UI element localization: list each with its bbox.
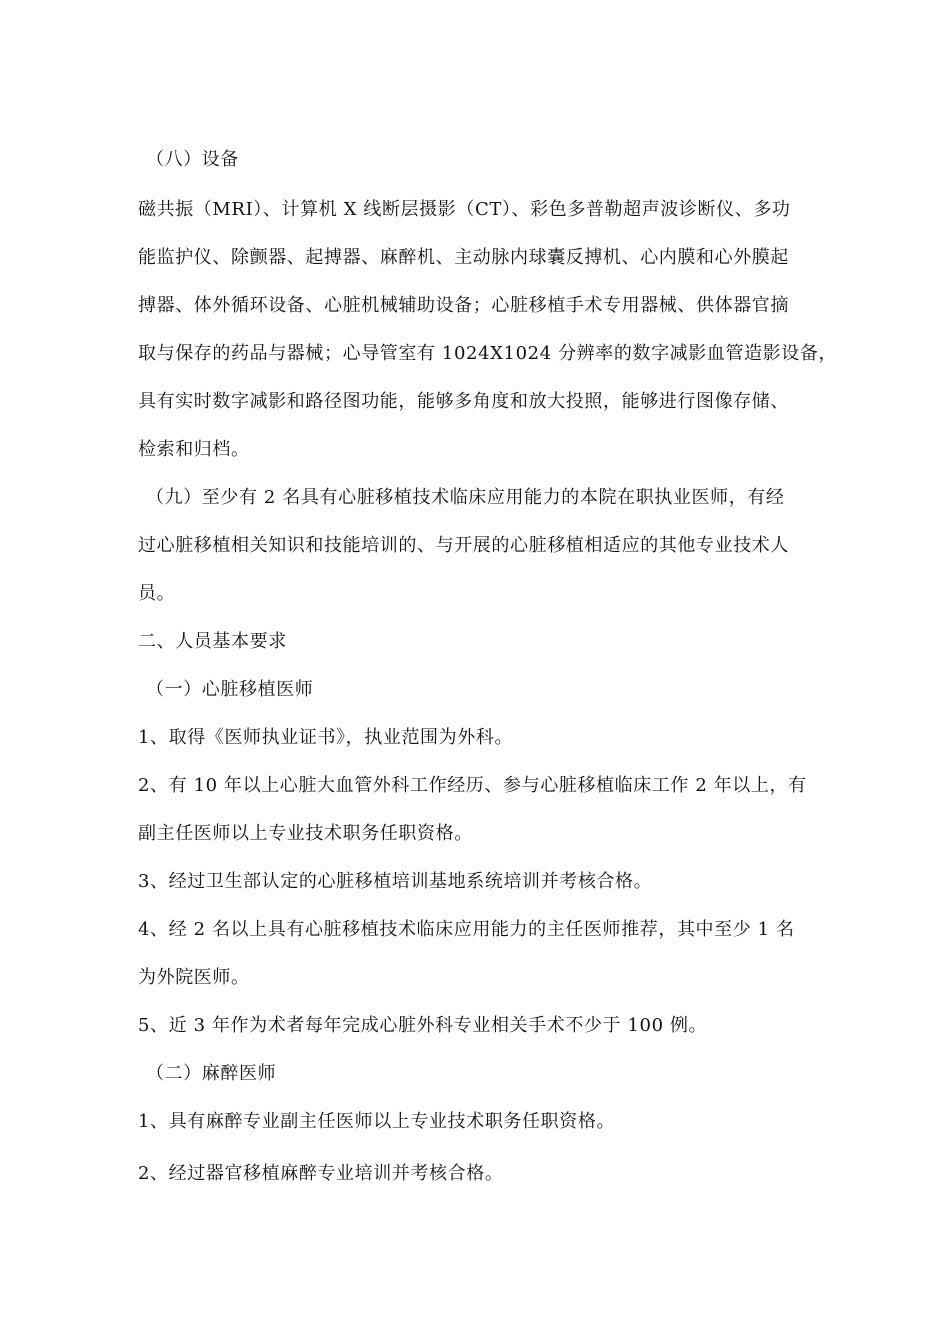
section-heading-equipment: （八）设备	[146, 149, 239, 170]
list-item: 1、具有麻醉专业副主任医师以上专业技术职务任职资格。	[138, 1111, 616, 1132]
list-item: 1、取得《医师执业证书》，执业范围为外科。	[138, 727, 514, 748]
paragraph-line: 具有实时数字减影和路径图功能，能够多角度和放大投照，能够进行图像存储、	[138, 391, 789, 412]
list-item-continuation: 为外院医师。	[138, 967, 250, 988]
paragraph-line: 搏器、体外循环设备、心脏机械辅助设备；心脏移植手术专用器械、供体器官摘	[138, 295, 789, 316]
subsection-heading-anesthesiologist: （二）麻醉医师	[146, 1063, 277, 1084]
list-item: 2、有 10 年以上心脏大血管外科工作经历、参与心脏移植临床工作 2 年以上，有	[138, 775, 807, 796]
list-item: 4、经 2 名以上具有心脏移植技术临床应用能力的主任医师推荐，其中至少 1 名	[138, 919, 795, 940]
list-item: 3、经过卫生部认定的心脏移植培训基地系统培训并考核合格。	[138, 871, 653, 892]
section-heading-personnel: 二、人员基本要求	[138, 631, 287, 652]
paragraph-line: 能监护仪、除颤器、起搏器、麻醉机、主动脉内球囊反搏机、心内膜和心外膜起	[138, 247, 789, 268]
list-item: 5、近 3 年作为术者每年完成心脏外科专业相关手术不少于 100 例。	[138, 1015, 708, 1036]
paragraph-line: 检索和归档。	[138, 439, 250, 460]
paragraph-line: （九）至少有 2 名具有心脏移植技术临床应用能力的本院在职执业医师，有经	[146, 487, 785, 508]
paragraph-line: 取与保存的药品与器械；心导管室有 1024X1024 分辨率的数字减影血管造影设备，	[138, 343, 838, 364]
paragraph-line: 磁共振（MRI）、计算机 X 线断层摄影（CT）、彩色多普勒超声波诊断仪、多功	[138, 199, 791, 220]
list-item-continuation: 副主任医师以上专业技术职务任职资格。	[138, 823, 473, 844]
paragraph-line: 员。	[138, 583, 176, 604]
list-item: 2、经过器官移植麻醉专业培训并考核合格。	[138, 1163, 504, 1184]
subsection-heading-heart-transplant-physician: （一）心脏移植医师	[146, 679, 314, 700]
paragraph-line: 过心脏移植相关知识和技能培训的、与开展的心脏移植相适应的其他专业技术人	[138, 535, 789, 556]
